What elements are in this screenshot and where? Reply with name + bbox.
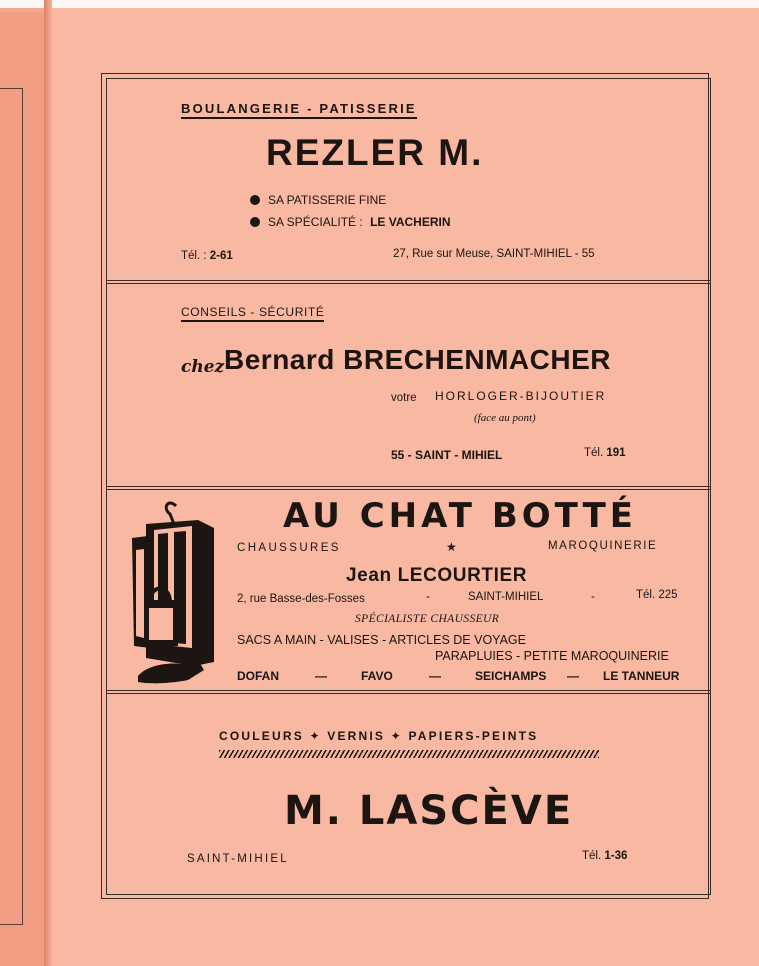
ad2-phone: Tél. 191 (584, 447, 626, 459)
ad2-city: 55 - SAINT - MIHIEL (391, 448, 503, 462)
ad1-address: 27, Rue sur Meuse, SAINT-MIHIEL - 55 (393, 248, 595, 260)
ad4-city: SAINT-MIHIEL (187, 853, 289, 865)
ad3-separator: - (591, 591, 595, 603)
ad1-specialty: LE VACHERIN (370, 215, 451, 229)
ad1-bullet-2: SA SPÉCIALITÉ : LE VACHERIN (250, 215, 451, 229)
ad2-votre: votre (391, 392, 417, 404)
ad1-phone: Tél. : 2-61 (181, 250, 233, 262)
ad3-owner: Jean LECOURTIER (346, 565, 528, 586)
ad3-shop-name: AU CHAT BOTTÉ (283, 496, 638, 536)
ad1-heading: BOULANGERIE - PATISSERIE (181, 101, 417, 119)
divider-1 (106, 280, 710, 281)
ad4-trades: COULEURS ✦ VERNIS ✦ PAPIERS-PEINTS (219, 729, 539, 743)
ad2-trade: HORLOGER-BIJOUTIER (435, 389, 607, 403)
ad3-trade-left: CHAUSSURES (237, 542, 341, 554)
hatched-rule (219, 750, 599, 758)
brand-separator: — (567, 669, 579, 683)
ad2-chez: chez (181, 357, 225, 377)
ad3-brands (237, 669, 679, 683)
ad3-phone: Tél. 225 (636, 589, 678, 601)
ad3-street: 2, rue Basse-des-Fosses (237, 593, 365, 605)
ad4-business-name: M. LASCÈVE (284, 788, 574, 834)
ad3-city: SAINT-MIHIEL (468, 591, 544, 603)
brand-item: DOFAN (237, 669, 279, 683)
ad4-phone: Tél. 1-36 (582, 850, 628, 862)
ad3-products-line-1: SACS A MAIN - VALISES - ARTICLES DE VOYAGE (237, 633, 526, 647)
brand-item: FAVO (361, 669, 393, 683)
ad3-specialty: SPÉCIALISTE CHAUSSEUR (355, 613, 500, 625)
page-top-edge (0, 0, 759, 8)
facing-page (0, 12, 46, 966)
facing-page-frame (0, 88, 23, 925)
bullet-icon (250, 217, 260, 227)
ad1-bullet-1: SA PATISSERIE FINE (250, 193, 386, 207)
ad3-trade-right: MAROQUINERIE (548, 540, 658, 552)
luggage-illustration (128, 498, 220, 688)
brand-separator: — (429, 669, 441, 683)
bullet-icon (250, 195, 260, 205)
divider-2 (106, 486, 710, 487)
ad1-business-name: REZLER M. (266, 132, 484, 173)
star-icon: ★ (446, 540, 457, 554)
ad2-heading: CONSEILS - SÉCURITÉ (181, 305, 324, 322)
ad3-separator: - (426, 591, 430, 603)
brand-item: SEICHAMPS (475, 669, 547, 683)
ad2-location-note: (face au pont) (474, 412, 536, 424)
divider-3 (106, 690, 710, 691)
book-spine (44, 0, 52, 966)
brand-item: LE TANNEUR (603, 669, 680, 683)
brand-separator: — (315, 669, 327, 683)
ad2-business-name: Bernard BRECHENMACHER (224, 344, 611, 375)
ad3-products-line-2: PARAPLUIES - PETITE MAROQUINERIE (435, 649, 669, 663)
